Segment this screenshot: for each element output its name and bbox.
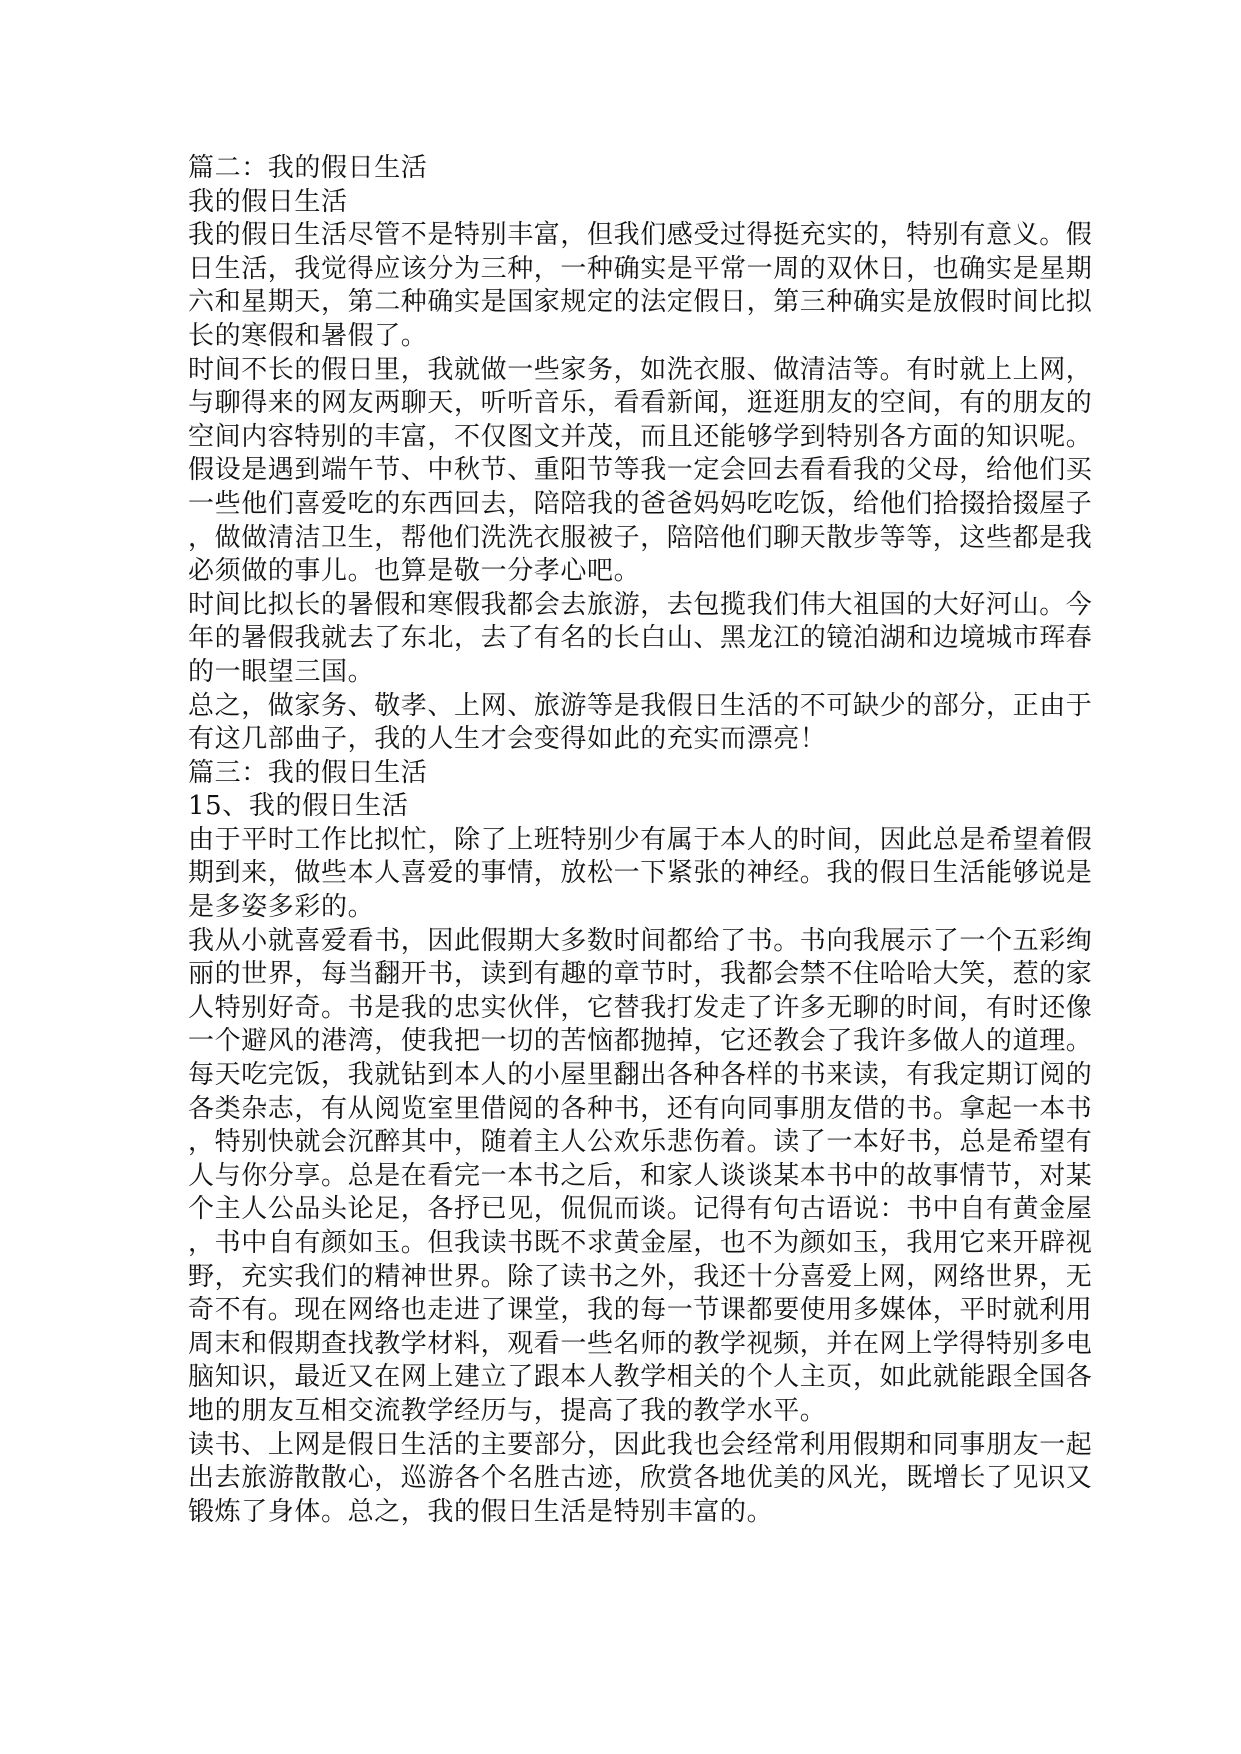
text-line: 必须做的事儿。也算是敬一分孝心吧。 <box>188 556 641 587</box>
text-line: 有这几部曲子，我的人生才会变得如此的充实而漂亮！ <box>188 724 827 755</box>
text-line: 人与你分享。总是在看完一本书之后，和家人谈谈某本书中的故事情节，对某 <box>188 1160 1093 1191</box>
text-line: 脑知识，最近又在网上建立了跟本人教学相关的个人主页，如此就能跟全国各 <box>188 1362 1093 1393</box>
text-line: 时间比拟长的暑假和寒假我都会去旅游，去包揽我们伟大祖国的大好河山。今 <box>188 589 1093 620</box>
text-line: ，特别快就会沉醉其中，随着主人公欢乐悲伤着。读了一本好书，总是希望有 <box>188 1127 1093 1158</box>
text-line: 空间内容特别的丰富，不仅图文并茂，而且还能够学到特别各方面的知识呢。 <box>188 421 1093 452</box>
text-line: 篇二：我的假日生活 <box>188 153 428 183</box>
text-line: 日生活，我觉得应该分为三种，一种确实是平常一周的双休日，也确实是星期 <box>188 253 1093 284</box>
text-line: 时间不长的假日里，我就做一些家务，如洗衣服、做清洁等。有时就上上网， <box>188 354 1093 385</box>
text-line: 六和星期天，第二种确实是国家规定的法定假日，第三种确实是放假时间比拟 <box>188 287 1093 318</box>
text-line: 总之，做家务、敬孝、上网、旅游等是我假日生活的不可缺少的部分，正由于 <box>188 690 1093 721</box>
text-line: 长的寒假和暑假了。 <box>188 320 428 351</box>
text-line: 与聊得来的网友两聊天，听听音乐，看看新闻，逛逛朋友的空间，有的朋友的 <box>188 388 1093 419</box>
text-line: 周末和假期查找教学材料，观看一些名师的教学视频，并在网上学得特别多电 <box>188 1328 1093 1359</box>
text-line: 我从小就喜爱看书，因此假期大多数时间都给了书。书向我展示了一个五彩绚 <box>188 925 1093 956</box>
text-line: 我的假日生活 <box>188 186 348 217</box>
text-line: 年的暑假我就去了东北，去了有名的长白山、黑龙江的镜泊湖和边境城市珲春 <box>188 623 1093 654</box>
text-line: ，书中自有颜如玉。但我读书既不求黄金屋，也不为颜如玉，我用它来开辟视 <box>188 1228 1093 1258</box>
text-line: 奇不有。现在网络也走进了课堂，我的每一节课都要使用多媒体，平时就利用 <box>188 1295 1093 1326</box>
text-line: 个主人公品头论足，各抒已见，侃侃而谈。记得有句古语说：书中自有黄金屋 <box>188 1194 1093 1225</box>
text-line: 的一眼望三国。 <box>188 656 375 687</box>
text-line: 我的假日生活尽管不是特别丰富，但我们感受过得挺充实的，特别有意义。假 <box>188 220 1093 251</box>
text-line: 丽的世界，每当翻开书，读到有趣的章节时，我都会禁不住哈哈大笑，惹的家 <box>188 959 1093 990</box>
text-line: 地的朋友互相交流教学经历与，提高了我的教学水平。 <box>188 1395 827 1426</box>
text-line: 一些他们喜爱吃的东西回去，陪陪我的爸爸妈妈吃吃饭，给他们拾掇拾掇屋子 <box>188 488 1093 519</box>
text-line: 15、我的假日生活 <box>188 791 409 822</box>
text-line: 出去旅游散散心，巡游各个名胜古迹，欣赏各地优美的风光，既增长了见识又 <box>188 1463 1093 1494</box>
text-line: 篇三：我的假日生活 <box>188 757 428 788</box>
text-line: 期到来，做些本人喜爱的事情，放松一下紧张的神经。我的假日生活能够说是 <box>188 858 1093 889</box>
text-line: 人特别好奇。书是我的忠实伙伴，它替我打发走了许多无聊的时间，有时还像 <box>188 992 1093 1023</box>
text-line: 每天吃完饭，我就钻到本人的小屋里翻出各种各样的书来读，有我定期订阅的 <box>188 1060 1093 1091</box>
text-line: 锻炼了身体。总之，我的假日生活是特别丰富的。 <box>188 1496 774 1527</box>
text-line: 假设是遇到端午节、中秋节、重阳节等我一定会回去看看我的父母，给他们买 <box>188 455 1093 486</box>
text-line: 野，充实我们的精神世界。除了读书之外，我还十分喜爱上网，网络世界，无 <box>188 1261 1093 1292</box>
text-line: ，做做清洁卫生，帮他们洗洗衣服被子，陪陪他们聊天散步等等，这些都是我 <box>188 522 1093 553</box>
text-line: 一个避风的港湾，使我把一切的苦恼都抛掉，它还教会了我许多做人的道理。 <box>188 1026 1093 1057</box>
text-line: 由于平时工作比拟忙，除了上班特别少有属于本人的时间，因此总是希望着假 <box>188 824 1093 855</box>
document-body <box>188 152 1093 1529</box>
text-line: 是多姿多彩的。 <box>188 892 375 923</box>
text-line: 读书、上网是假日生活的主要部分，因此我也会经常利用假期和同事朋友一起 <box>188 1429 1093 1460</box>
text-line: 各类杂志，有从阅览室里借阅的各种书，还有向同事朋友借的书。拿起一本书 <box>188 1093 1093 1124</box>
